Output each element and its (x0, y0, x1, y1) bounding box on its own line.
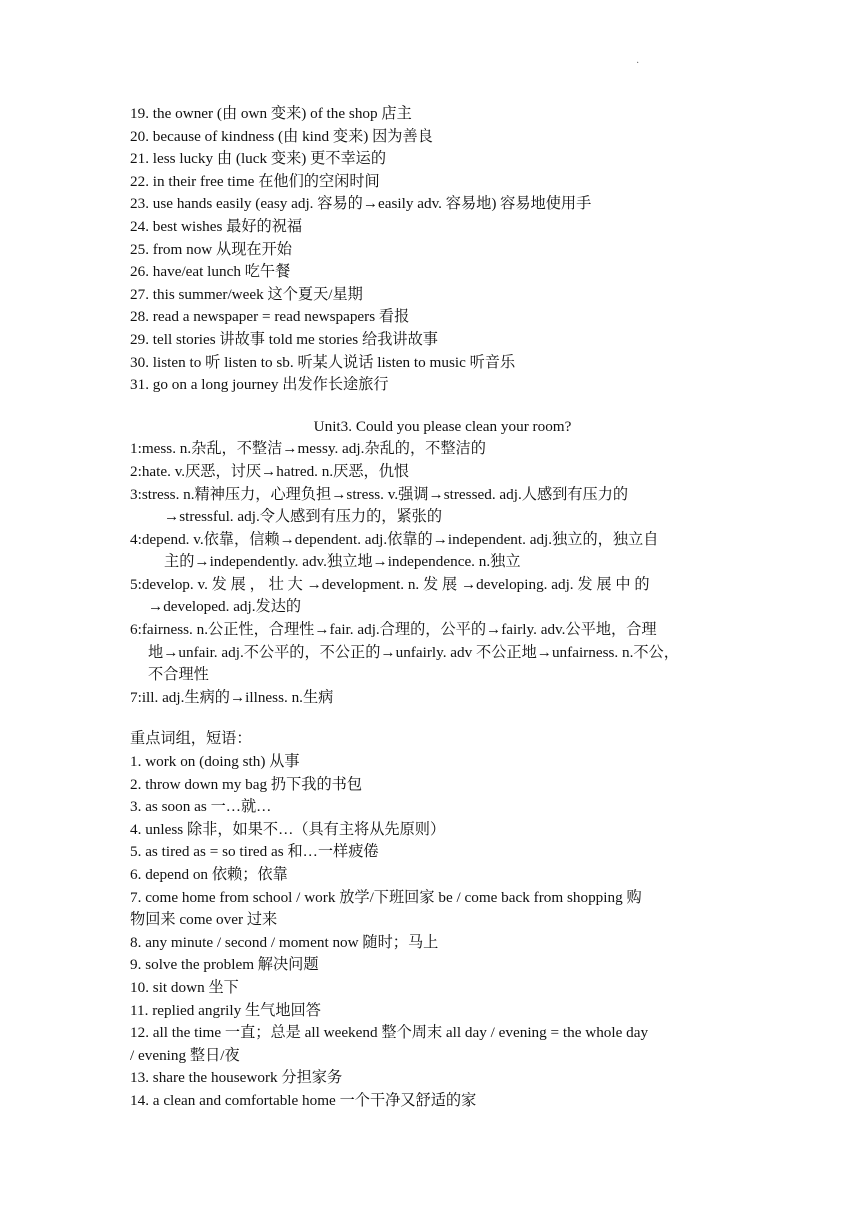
phrase-item: 29. tell stories 讲故事 told me stories 给我讲故事 (130, 330, 438, 348)
spacer (130, 397, 735, 416)
phrase-item: 1. work on (doing sth) 从事 (130, 753, 300, 771)
phrase-item: 31. go on a long journey 出发作长途旅行 (130, 376, 389, 394)
phrase-item: 22. in their free time 在他们的空闲时间 (130, 172, 380, 190)
phrase-item: 7. come home from school / work 放学/下班回家 be / come back from shopping 购 (130, 888, 642, 906)
spacer (130, 709, 735, 728)
vocab-item-continuation: 不合理性 (148, 666, 209, 684)
phrase-item: 4. unless 除非，如果不…（具有主将从先原则） (130, 820, 446, 838)
vocab-item: 7:ill. adj.生病的→illness. n.生病 (130, 688, 334, 706)
vocab-item-continuation: →stressful. adj.令人感到有压力的，紧张的 (164, 508, 443, 526)
phrase-item: 2. throw down my bag 扔下我的书包 (130, 775, 363, 793)
page-mark: · (636, 58, 640, 69)
vocab-item: 5:develop. v. 发 展 ， 壮 大 →development. n. 发 展 →developing. adj. 发 展 中 的 (130, 575, 650, 593)
phrase-item: 10. sit down 坐下 (130, 978, 239, 996)
phrase-list-part1 (130, 103, 735, 397)
unit-title: Unit3. Could you please clean your room? (313, 417, 572, 435)
phrase-item: 25. from now 从现在开始 (130, 240, 292, 258)
phrase-item: 9. solve the problem 解决问题 (130, 956, 319, 974)
vocab-item: 6:fairness. n.公正性，合理性→fair. adj.合理的，公平的→fairly. adv.公平地，合理 (130, 621, 657, 639)
phrase-item: 27. this summer/week 这个夏天/星期 (130, 285, 363, 303)
phrase-item: 8. any minute / second / moment now 随时；马上 (130, 933, 439, 951)
vocab-item-continuation: 主的→independently. adv.独立地→independence. n.独立 (164, 553, 521, 571)
vocab-item: 2:hate. v.厌恶，讨厌→hatred. n.厌恶，仇恨 (130, 462, 410, 480)
vocab-item-continuation: 地→unfair. adj.不公平的，不公正的→unfairly. adv 不公正地→unfairness. n.不公， (148, 643, 679, 661)
phrase-item: 20. because of kindness (由 kind 变来) 因为善良 (130, 127, 433, 145)
phrase-item: 13. share the housework 分担家务 (130, 1069, 343, 1087)
phrase-item: 24. best wishes 最好的祝福 (130, 217, 303, 235)
phrase-item: 5. as tired as = so tired as 和…一样疲倦 (130, 843, 379, 861)
phrase-item: 11. replied angrily 生气地回答 (130, 1001, 321, 1019)
vocab-list (130, 438, 735, 709)
phrase-item-continuation: 物回来 come over 过来 (130, 911, 278, 929)
phrase-item: 28. read a newspaper = read newspapers 看报 (130, 308, 410, 326)
document-body (130, 103, 735, 1113)
phrase-item: 6. depend on 依赖；依靠 (130, 866, 288, 883)
vocab-item-continuation: →developed. adj.发达的 (148, 598, 302, 616)
phrase-item: 26. have/eat lunch 吃午餐 (130, 263, 291, 281)
phrase-item: 12. all the time 一直；总是 all weekend 整个周末 all day / evening = the whole day (130, 1024, 649, 1042)
phrase-item: 30. listen to 听 listen to sb. 听某人说话 listen to music 听音乐 (130, 353, 516, 371)
phrase-item: 23. use hands easily (easy adj. 容易的→easily adv. 容易地) 容易地使用手 (130, 195, 592, 213)
vocab-item: 1:mess. n.杂乱，不整洁→messy. adj.杂乱的，不整洁的 (130, 440, 486, 458)
section-heading: 重点词组，短语： (130, 730, 252, 748)
phrase-list-part2 (130, 751, 735, 1113)
phrase-item: 14. a clean and comfortable home 一个干净又舒适的家 (130, 1091, 477, 1109)
phrase-item: 21. less lucky 由 (luck 变来) 更不幸运的 (130, 150, 387, 168)
phrase-item: 19. the owner (由 own 变来) of the shop 店主 (130, 105, 412, 122)
phrase-item-continuation: / evening 整日/夜 (130, 1046, 240, 1064)
vocab-item: 3:stress. n.精神压力，心理负担→stress. v.强调→stressed. adj.人感到有压力的 (130, 485, 629, 503)
phrase-item: 3. as soon as 一…就… (130, 798, 272, 816)
vocab-item: 4:depend. v.依靠，信赖→dependent. adj.依靠的→independent. adj.独立的，独立自 (130, 530, 659, 548)
